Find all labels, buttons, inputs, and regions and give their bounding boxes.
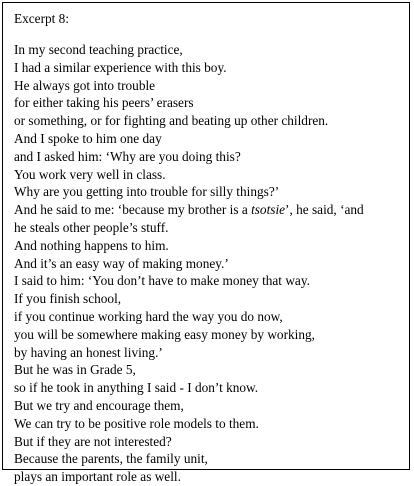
line-suffix: ’, he said, ‘and	[285, 202, 364, 218]
excerpt-line: You work very well in class.	[14, 166, 166, 182]
excerpt-line: for either taking his peers’ erasers	[14, 95, 194, 111]
excerpt-line: He always got into trouble	[14, 77, 156, 93]
excerpt-line: I said to him: ‘You don’t have to make money that way.	[14, 273, 310, 289]
excerpt-line: But he was in Grade 5,	[14, 362, 136, 378]
excerpt-line: by having an honest living.’	[14, 344, 163, 360]
excerpt-line-mixed	[14, 201, 414, 219]
excerpt-line: he steals other people’s stuff.	[14, 219, 169, 235]
line-prefix: And he said to me: ‘because my brother is a	[14, 202, 252, 218]
excerpt-box	[2, 2, 410, 485]
excerpt-line: so if he took in anything I said - I don’t know.	[14, 380, 259, 396]
excerpt-line: you will be somewhere making easy money by working,	[14, 326, 315, 342]
excerpt-line: I had a similar experience with this boy.	[14, 59, 227, 75]
excerpt-line: and I asked him: ‘Why are you doing this?	[14, 148, 241, 164]
excerpt-line: And it’s an easy way of making money.’	[14, 255, 229, 271]
excerpt-line: Because the parents, the family unit,	[14, 451, 208, 467]
excerpt-line: We can try to be positive role models to them.	[14, 415, 259, 431]
excerpt-line: And I spoke to him one day	[14, 130, 162, 146]
excerpt-line: Why are you getting into trouble for silly things?’	[14, 184, 280, 200]
excerpt-line: And nothing happens to him.	[14, 237, 169, 253]
excerpt-title: Excerpt 8:	[14, 11, 70, 26]
excerpt-line: plays an important role as well.	[14, 469, 181, 485]
excerpt-line: or something, or for fighting and beating up other children.	[14, 113, 329, 129]
excerpt-line: In my second teaching practice,	[14, 42, 183, 57]
excerpt-line: But if they are not interested?	[14, 433, 172, 449]
excerpt-line: If you finish school,	[14, 291, 122, 307]
excerpt-body	[3, 41, 409, 486]
excerpt-line: But we try and encourage them,	[14, 397, 184, 413]
excerpt-line: if you continue working hard the way you do now,	[14, 308, 283, 324]
italic-word: tsotsie	[251, 202, 286, 218]
